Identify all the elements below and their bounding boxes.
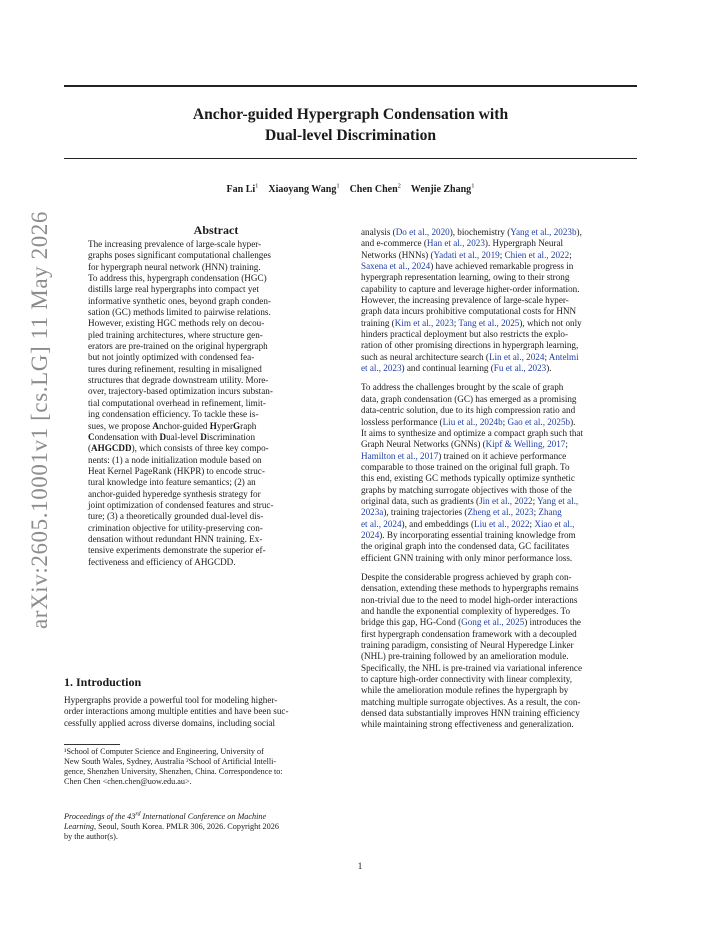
citation-link[interactable]: Jin et al., 2022 [479,495,533,506]
text-line: and e-commerce (Han et al., 2023). Hypergraph Neural [361,238,564,249]
abstract-line: To address this, hypergraph condensation (HGC) [88,273,267,284]
abstract-line: erators are pre-trained on the original hypergraph [88,341,268,352]
text-line: hinders practical deployment but also restricts the explo- [361,329,569,340]
text-line: Specifically, the NHL is pre-trained via variational inference [361,662,583,673]
abstract-line: densation without redundant HNN training. Ex- [88,533,263,544]
citation-link[interactable]: Tang et al., 2025 [458,317,520,328]
text-line: Despite the considerable progress achieved by graph con- [361,571,572,582]
page-number: 1 [357,862,363,872]
abstract-line: ture; (3) a theoretically grounded dual-level dis- [88,511,264,522]
footnote-line: New South Wales, Sydney, Australia ²School of Artificial Intelli- [64,757,277,766]
abstract-line: over, trajectory-based optimization incurs substan- [88,386,273,397]
citation-link[interactable]: Zheng et al., 2023 [467,507,534,518]
intro-line: cessfully applied across diverse domains, including social [64,717,276,728]
citation-link[interactable]: Gao et al., 2025b [507,416,571,427]
text-line: It aims to synthesize and optimize a compact graph such that [361,427,583,438]
abstract-line: for hypergraph neural network (HNN) training. [88,261,261,272]
text-line: ration of other promising directions in hypergraph learning, [361,340,579,351]
text-line: However, the increasing prevalence of large-scale hyper- [361,295,569,306]
abstract-line: structures that degrade downstream utility. More- [88,375,269,386]
citation-link[interactable]: Gong et al., 2025 [461,617,525,628]
citation-link[interactable]: Chien et al., 2022 [504,249,570,260]
text-line: comparable to those trained on the original full graph. To [361,461,570,472]
abstract-line: However, existing HGC methods rely on decou- [88,318,265,329]
intro-line: order interactions among multiple entities and have been suc- [64,706,289,717]
text-line: data-centric solution, due to its high compression ratio and [361,405,576,416]
citation-link[interactable]: Kim et al., 2023 [394,317,454,328]
title-bottom-rule [64,158,637,159]
citation-link[interactable]: et al., 2024 [361,518,402,529]
author: Fan Li$^1$ [226,183,259,196]
abstract-line: Heat Kernel PageRank (HKPR) to encode struc- [88,465,265,476]
abstract-line: tures during refinement, resulting in misaligned [88,363,262,374]
author-affiliation-mark: 1 [255,183,259,190]
text-line: first hypergraph condensation framework with a decoupled [361,628,577,639]
abstract-line: tural knowledge into feature semantics; (2) an [88,477,256,488]
abstract-line: (AHGCDD), which consists of three key compo- [88,443,269,454]
text-line: Saxena et al., 2024) have achieved remarkable progress in [361,261,574,272]
abstract-line: tial computational overhead in refinement, limit- [88,397,266,408]
author: Xiaoyang Wang$^1$ [268,183,340,196]
right-column-body [361,227,637,739]
abstract-line: nents: (1) a node initialization module based on [88,454,262,465]
text-line: Graph Neural Networks (GNNs) (Kipf & Welling, 2017; [361,439,568,450]
title-line: Dual-level Discrimination [264,127,437,144]
footnote-line: ¹School of Computer Science and Engineering, University of [64,747,264,756]
introduction-body [64,695,346,729]
intro-line: Hypergraphs provide a powerful tool for modeling higher- [64,695,278,705]
abstract-line: ing condensation efficiency. To tackle these is- [88,409,259,420]
text-line: et al., 2023) and continual learning (Fu et al., 2023). [361,363,552,374]
citation-link[interactable]: Xiao et al., [534,518,575,529]
text-line: while the amelioration module refines the hypergraph by [361,685,569,696]
citation-link[interactable]: Liu et al., 2024b [442,416,503,427]
citation-link[interactable]: Hamilton et al., 2017 [361,450,439,461]
citation-link[interactable]: Yang et al., 2023b [510,227,577,237]
text-line: (NHL) pre-training followed by an amelioration module. [361,651,569,662]
proceedings-line: by the author(s). [64,831,118,841]
text-line: while maintaining strong effectiveness and generalization. [361,719,574,730]
proceedings-line: Learning, Seoul, South Korea. PMLR 306, 2026. Copyright 2026 [64,821,279,831]
top-rule [64,85,637,87]
text-line: To address the challenges brought by the scale of graph [361,382,564,393]
text-line: this end, existing GC methods typically optimize synthetic [361,473,575,484]
citation-link[interactable]: Do et al., 2020 [395,227,450,237]
affiliations-footnote [64,747,346,787]
author-list [64,183,637,195]
proceedings-note [64,809,346,842]
text-line: the original graph into the condensed data, GC facilitates [361,541,570,552]
text-line: Hamilton et al., 2017) trained on it achieve performance [361,450,567,461]
text-line: training paradigm, consisting of Neural Hyperedge Linker [361,640,574,651]
text-line: bridge this gap, HG-Cond (Gong et al., 2025) introduces the [361,617,581,628]
footnote-rule [64,744,120,745]
proceedings-line: Proceedings of the 43rd International Conference on Machine [64,811,267,821]
abstract-line: sation (GC) methods limited to pairwise relations. [88,307,271,318]
abstract-line: but not jointly optimized with condensed fea- [88,352,255,363]
citation-link[interactable]: Yang et al., [537,495,579,506]
title-line: Anchor-guided Hypergraph Condensation with [192,106,509,123]
abstract-line: The increasing prevalence of large-scale hyper- [88,239,262,249]
abstract-line: sues, we propose Anchor-guided HyperGraph [88,420,257,431]
footnote-line: gence, Shenzhen University, Shenzhen, China. Correspondence to: [64,767,283,776]
author: Chen Chen$^2$ [349,183,401,196]
abstract-line: pled training architectures, where structure gen- [88,329,263,340]
citation-link[interactable]: Zhang [538,507,562,518]
abstract-line: distills large real hypergraphs into compact yet [88,284,259,295]
citation-link[interactable]: Saxena et al., 2024 [361,261,431,272]
paragraph [361,227,637,374]
author-affiliation-mark: 2 [397,183,401,190]
text-line: analysis (Do et al., 2020), biochemistry (Yang et al., 2023b), [361,227,582,237]
text-line: training (Kim et al., 2023; Tang et al., 2025), which not only [361,317,582,328]
text-line: efficient GNN training with only minor performance loss. [361,552,573,563]
citation-link[interactable]: et al., 2023 [361,363,402,374]
text-line: and handle the exponential complexity of hyperedges. To [361,606,571,616]
abstract-line: graphs poses significant computational challenges [88,250,271,261]
citation-link[interactable]: 2023a [361,507,384,518]
paper-title [64,104,637,146]
author-affiliation-mark: 1 [471,183,475,190]
abstract-line: Condensation with Dual-level Discrimination [88,431,256,442]
arxiv-stamp-text: arXiv:2605.10001v1 [cs.LG] 11 May 2026 [27,211,52,629]
citation-link[interactable]: 2024 [361,529,380,540]
text-line: 2023a), training trajectories (Zheng et al., 2023; Zhang [361,507,562,518]
text-line: data, graph condensation (GC) has emerged as a promising [361,393,577,404]
abstract-line: crimination objective for utility-preserving con- [88,522,263,533]
citation-link[interactable]: Fu et al., 2023 [493,363,547,374]
citation-link[interactable]: Kipf & Welling, 2017 [485,439,566,450]
citation-link[interactable]: Antelmi [548,351,579,362]
citation-link[interactable]: Yadati et al., 2019 [433,249,500,260]
paragraph [361,382,637,564]
text-line: Networks (HNNs) (Yadati et al., 2019; Chien et al., 2022; [361,249,572,260]
text-line: 2024). By incorporating essential training knowledge from [361,529,576,540]
author-affiliation-mark: 1 [336,183,340,190]
abstract-heading: Abstract [193,223,239,237]
text-line: non-trivial due to the need to model high-order interactions [361,594,578,605]
text-line: matching multiple surrogate objectives. As a result, the con- [361,696,581,707]
citation-link[interactable]: Han et al., 2023 [426,238,485,249]
text-line: densed data substantially improves HNN training efficiency [361,708,580,719]
text-line: capability to capture and leverage higher-order information. [361,283,580,294]
abstract-line: joint optimization of condensed features and struc- [88,499,274,510]
text-line: et al., 2024), and embeddings (Liu et al., 2022; Xiao et al., [361,518,575,529]
paragraph [361,572,637,731]
abstract-body [88,239,328,568]
text-line: graph data incurs prohibitive computational costs for HNN [361,306,577,317]
abstract-line: informative synthetic ones, beyond graph conden- [88,295,271,306]
abstract-line: tensive experiments demonstrate the superior ef- [88,545,266,556]
citation-link[interactable]: Lin et al., 2024 [488,351,545,362]
text-line: original data, such as gradients (Jin et al., 2022; Yang et al., [361,495,579,506]
author: Wenjie Zhang$^1$ [410,183,475,196]
citation-link[interactable]: Liu et al., 2022 [474,518,530,529]
text-line: lossless performance (Liu et al., 2024b; Gao et al., 2025b). [361,416,576,427]
text-line: densation, extending these methods to hypergraphs remains [361,583,579,594]
text-line: to capture high-order connectivity with linear complexity, [361,674,572,685]
abstract-line: fectiveness and efficiency of AHGCDD. [88,556,236,567]
text-line: such as neural architecture search (Lin et al., 2024; Antelmi [361,351,579,362]
section-heading-introduction: 1. Introduction [64,675,142,689]
abstract-line: anchor-guided hyperedge synthesis strategy for [88,488,261,499]
text-line: hypergraph representation learning, owing to their strong [361,272,570,283]
footnote-line: Chen Chen <chen.chen@uow.edu.au>. [64,777,192,786]
text-line: graphs by matching surrogate objectives with those of the [361,484,572,495]
